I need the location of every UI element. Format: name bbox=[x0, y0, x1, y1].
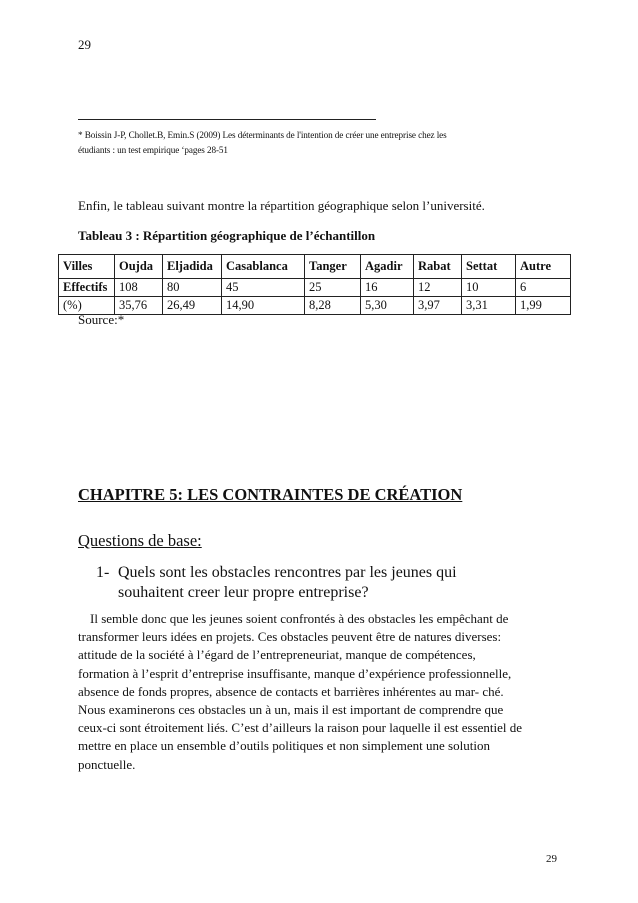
table-cell: 10 bbox=[462, 279, 516, 297]
table-cell: 6 bbox=[516, 279, 571, 297]
paragraph-line: transformer leurs idées en projets. Ces obstacles peuvent être de natures diverses: bbox=[78, 629, 502, 645]
table-header-cell: Oujda bbox=[115, 255, 163, 279]
table-cell: 25 bbox=[305, 279, 361, 297]
question-number: 1- bbox=[96, 564, 110, 581]
table-cell: 1,99 bbox=[516, 297, 571, 315]
table-cell: 3,31 bbox=[462, 297, 516, 315]
paragraph-line: Il semble donc que les jeunes soient confrontés à des obstacles les empêchant de bbox=[90, 611, 509, 626]
table-header-row bbox=[59, 255, 571, 279]
table-header-cell: Autre bbox=[516, 255, 571, 279]
paragraph-line: ceux-ci sont étroitement liés. C’est d’ailleurs la raison pour laquelle il est essentiel de bbox=[78, 720, 523, 736]
question-text: Quels sont les obstacles rencontres par les jeunes qui souhaitent creer leur propre entreprise? bbox=[118, 564, 457, 601]
table-header-cell: Rabat bbox=[414, 255, 462, 279]
table-cell: 16 bbox=[361, 279, 414, 297]
table-row bbox=[59, 297, 571, 315]
paragraph-line: ponctuelle. bbox=[78, 756, 136, 772]
questions-heading: Questions de base: bbox=[78, 531, 202, 550]
paragraph-line: mettre en place un ensemble d’outils politiques et non simplement une solution bbox=[78, 738, 490, 754]
paragraph-line: attitude de la société à l’égard de l’entrepreneuriat, manque de compétences, bbox=[78, 647, 476, 663]
geographic-distribution-table bbox=[58, 254, 571, 315]
table-row bbox=[59, 279, 571, 297]
question-item bbox=[96, 563, 516, 603]
table-cell: 35,76 bbox=[115, 297, 163, 315]
intro-text: Enfin, le tableau suivant montre la répartition géographique selon l’université. bbox=[78, 198, 485, 213]
table-cell: 108 bbox=[115, 279, 163, 297]
table-cell: 26,49 bbox=[163, 297, 222, 315]
footnote-rule bbox=[78, 119, 376, 120]
footnote-line-1: * Boissin J-P, Chollet.B, Emin.S (2009) Les déterminants de l'intention de créer une entreprise chez les bbox=[78, 130, 447, 140]
paragraph-line: formation à l’esprit d’entreprise insuffisante, manque d’expérience professionnelle, bbox=[78, 665, 512, 681]
paragraph-line: absence de fonds propres, absence de contacts et barrières inhérentes au mar- ché. bbox=[78, 683, 504, 699]
table-header-cell: Eljadida bbox=[163, 255, 222, 279]
table-cell: 80 bbox=[163, 279, 222, 297]
footnote-line-2: étudiants : un test empirique ‘pages 28-51 bbox=[78, 145, 228, 155]
table-cell: Effectifs bbox=[59, 279, 115, 297]
table-cell: 3,97 bbox=[414, 297, 462, 315]
table-cell: 45 bbox=[222, 279, 305, 297]
table-header-cell: Casablanca bbox=[222, 255, 305, 279]
table-cell: 14,90 bbox=[222, 297, 305, 315]
page-number-top: 29 bbox=[78, 37, 91, 52]
table-cell: 5,30 bbox=[361, 297, 414, 315]
table-cell: 8,28 bbox=[305, 297, 361, 315]
table-header-cell: Agadir bbox=[361, 255, 414, 279]
footnote bbox=[78, 128, 558, 158]
table-header-cell: Villes bbox=[59, 255, 115, 279]
table-header-cell: Tanger bbox=[305, 255, 361, 279]
table-cell: 12 bbox=[414, 279, 462, 297]
paragraph-line: Nous examinerons ces obstacles un à un, mais il est important de comprendre que bbox=[78, 702, 504, 718]
chapter-title: CHAPITRE 5: LES CONTRAINTES DE CRÉATION bbox=[78, 485, 463, 504]
source-note: Source:* bbox=[78, 312, 125, 327]
table-caption: Tableau 3 : Répartition géographique de l’échantillon bbox=[78, 228, 376, 243]
body-paragraph bbox=[78, 610, 566, 774]
table-header-cell: Settat bbox=[462, 255, 516, 279]
page-number-bottom: 29 bbox=[546, 853, 557, 865]
table-cell: (%) bbox=[59, 297, 115, 315]
